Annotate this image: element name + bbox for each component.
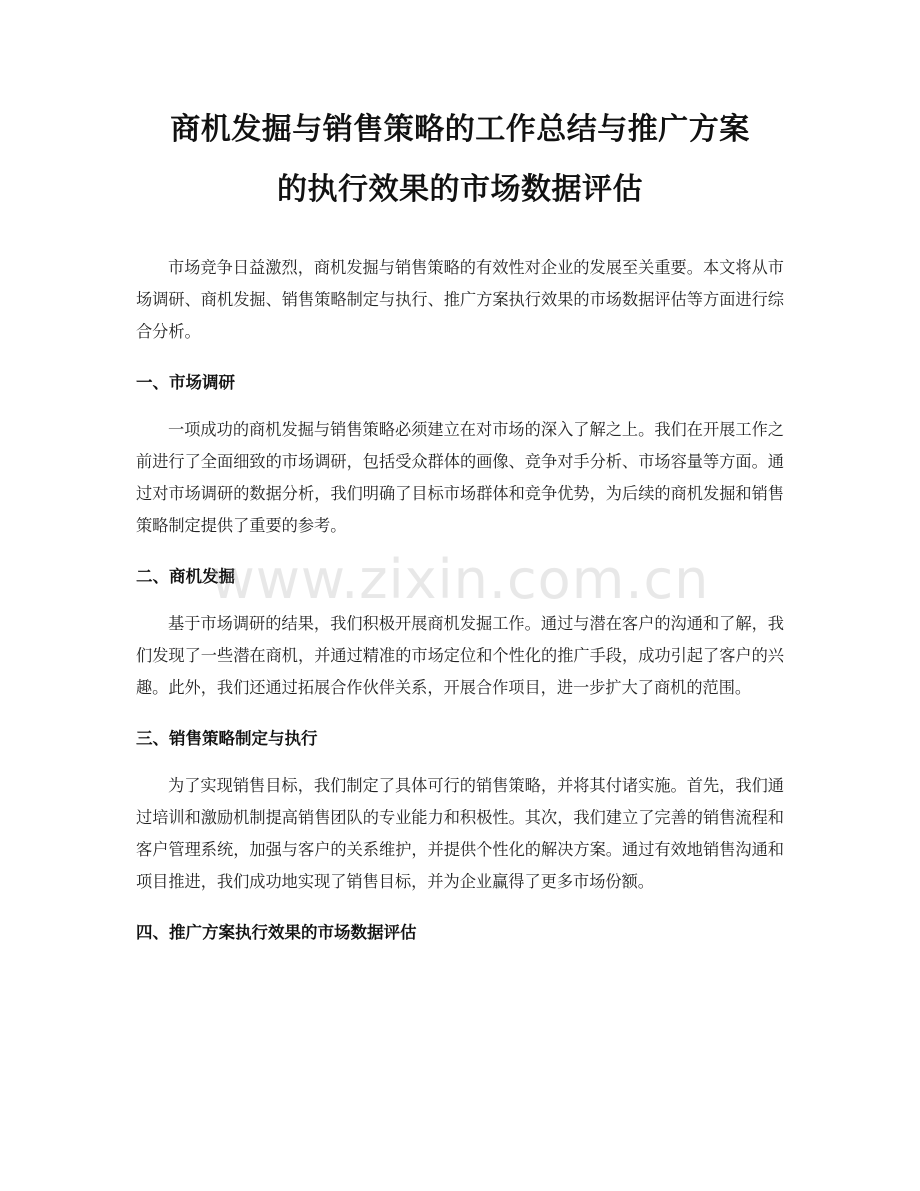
title-line-2: 的执行效果的市场数据评估 bbox=[277, 172, 643, 207]
section-body-sales-strategy: 为了实现销售目标，我们制定了具体可行的销售策略，并将其付诸实施。首先，我们通过培训和激励机制提高销售团队的专业能力和积极性。其次，我们建立了完善的销售流程和客户管理系统，加强与客户的关系维护，并提供个性化的解决方案。通过有效地销售沟通和项目推进，我们成功地实现了销售目标，并为企业赢得了更多市场份额。 bbox=[136, 776, 784, 891]
section-body-opportunity-discovery: 基于市场调研的结果，我们积极开展商机发掘工作。通过与潜在客户的沟通和了解，我们发现了一些潜在商机，并通过精准的市场定位和个性化的推广手段，成功引起了客户的兴趣。此外，我们还通过拓展合作伙伴关系，开展合作项目，进一步扩大了商机的范围。 bbox=[136, 614, 784, 697]
intro-paragraph: 市场竞争日益激烈，商机发掘与销售策略的有效性对企业的发展至关重要。本文将从市场调研、商机发掘、销售策略制定与执行、推广方案执行效果的市场数据评估等方面进行综合分析。 bbox=[136, 258, 784, 341]
section-body-market-research: 一项成功的商机发掘与销售策略必须建立在对市场的深入了解之上。我们在开展工作之前进行了全面细致的市场调研，包括受众群体的画像、竞争对手分析、市场容量等方面。通过对市场调研的数据分析，我们明确了目标市场群体和竞争优势，为后续的商机发掘和销售策略制定提供了重要的参考。 bbox=[136, 420, 784, 535]
document-title bbox=[136, 100, 784, 220]
section-heading-market-research: 一、市场调研 bbox=[136, 373, 235, 392]
section-heading-opportunity-discovery: 二、商机发掘 bbox=[136, 567, 235, 586]
section-heading-sales-strategy: 三、销售策略制定与执行 bbox=[136, 729, 318, 748]
title-line-1: 商机发掘与销售策略的工作总结与推广方案 bbox=[170, 112, 750, 147]
section-heading-promotion-evaluation: 四、推广方案执行效果的市场数据评估 bbox=[136, 923, 417, 942]
watermark-text: www.zixin.com.cn bbox=[210, 548, 710, 611]
